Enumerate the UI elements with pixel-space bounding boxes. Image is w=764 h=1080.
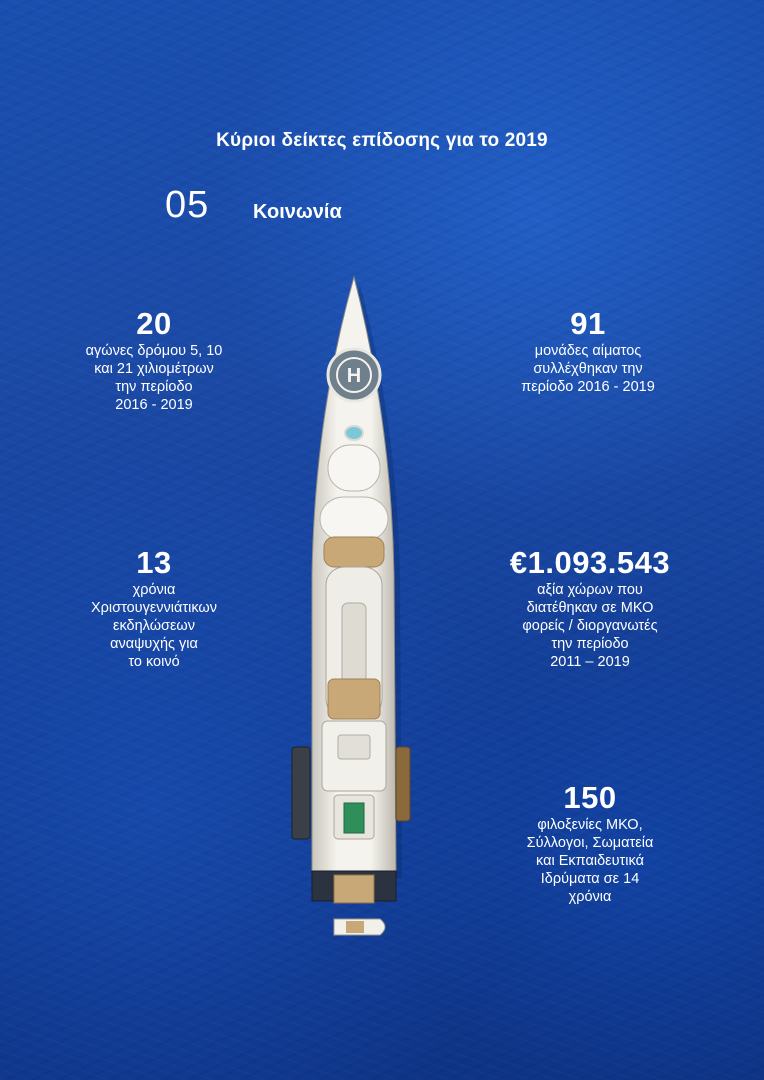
stat-description: μονάδες αίματος συλλέχθηκαν την περίοδο 2016 - 2019 — [521, 342, 655, 395]
stat-space-value — [470, 545, 710, 671]
stat-christmas-years — [40, 545, 268, 671]
stat-description: χρόνια Χριστουγεννιάτικων εκδηλώσεων αναψυχής για το κοινό — [90, 581, 218, 670]
stat-description: αξία χώρων που διατέθηκαν σε ΜΚΟ φορείς / διοργανωτές την περίοδο 2011 – 2019 — [522, 581, 658, 670]
yacht-image — [290, 275, 420, 945]
section-title: Κοινωνία — [253, 201, 342, 223]
stat-value: 13 — [136, 545, 172, 580]
stat-hostings — [470, 780, 710, 906]
stat-value: 20 — [136, 306, 172, 341]
page-title: Κύριοι δείκτες επίδοσης για το 2019 — [216, 130, 548, 151]
helipad-letter: H — [346, 365, 362, 387]
stat-blood-units — [500, 306, 676, 396]
stat-value: 91 — [570, 306, 606, 341]
stat-description: αγώνες δρόμου 5, 10 και 21 χιλιομέτρων την περίοδο 2016 - 2019 — [85, 342, 223, 413]
stat-value: 150 — [563, 780, 617, 815]
stat-description: φιλοξενίες ΜΚΟ, Σύλλογοι, Σωματεία και Εκπαιδευτικά Ιδρύματα σε 14 χρόνια — [526, 816, 654, 905]
section-number: 05 — [165, 184, 210, 226]
stat-value: €1.093.543 — [509, 545, 671, 580]
stat-road-races — [40, 306, 268, 414]
